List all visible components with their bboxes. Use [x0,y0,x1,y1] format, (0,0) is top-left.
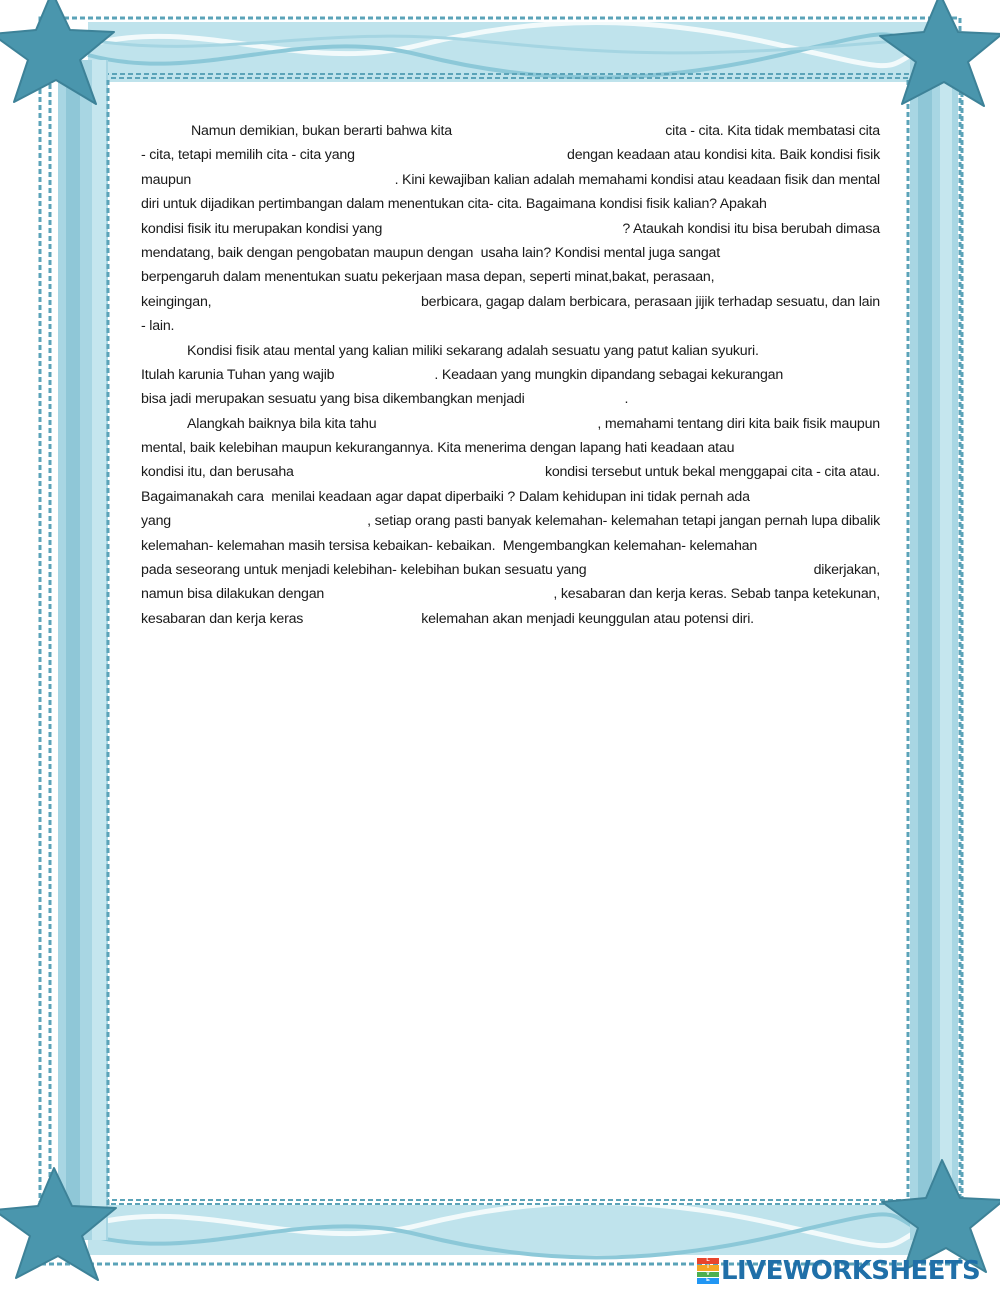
text-line: kondisi itu, dan berusaha kondisi tersebut untuk bekal menggapai cita - cita atau. [141,460,880,484]
text-line: mendatang, baik dengan pengobatan maupun dengan usaha lain? Kondisi mental juga sangat [141,244,720,261]
answer-blank[interactable] [357,460,482,478]
text-line: diri untuk dijadikan pertimbangan dalam menentukan cita- cita. Bagaimana kondisi fisik kalian? Apakah [141,196,767,213]
text-line: Kondisi fisik atau mental yang kalian miliki sekarang adalah sesuatu yang patut kalian syukuri. [187,342,759,359]
text-line: yang , setiap orang pasti banyak kelemahan- kelemahan tetapi jangan pernah lupa dibalik [141,509,880,533]
answer-blank[interactable] [437,412,537,430]
text-line: Bagaimanakah cara menilai keadaan agar dapat diperbaiki ? Dalam kehidupan ini tidak pernah ada [141,488,750,505]
logo-letter: L [697,1258,719,1264]
logo-icon [697,1258,719,1284]
answer-blank[interactable] [406,143,516,161]
answer-blank[interactable] [334,364,434,382]
text-line: kesabaran dan kerja keras kelemahan akan menjadi keunggulan atau potensi diri. [141,607,880,631]
text-line: kelemahan- kelemahan masih tersisa kebaikan- kebaikan. Mengembangkan kelemahan- kelemahan [141,537,758,554]
text-line: maupun . Kini kewajiban kalian adalah memahami kondisi atau keadaan fisik dan mental [141,168,880,192]
answer-blank[interactable] [445,217,560,235]
text-line: namun bisa dilakukan dengan , kesabaran dan kerja keras. Sebab tanpa ketekunan, [141,582,880,606]
answer-blank[interactable] [525,388,625,406]
answer-blank[interactable] [248,168,338,186]
liveworksheets-logo [697,1256,980,1286]
text-line: bisa jadi merupakan sesuatu yang bisa dikembangkan menjadi . [141,387,880,411]
text-line: Itulah karunia Tuhan yang wajib . Keadaan yang mungkin dipandang sebagai kekurangan [141,363,880,387]
text-line: kondisi fisik itu merupakan kondisi yang ? Ataukah kondisi itu bisa berubah dimasa [141,217,880,241]
text-line: berpengaruh dalam menentukan suatu pekerjaan masa depan, seperti minat,bakat, perasaan, [141,269,715,286]
logo-letter: I [697,1265,719,1271]
answer-blank[interactable] [381,582,496,600]
answer-blank[interactable] [224,509,314,527]
text-line: Namun demikian, bukan berarti bahwa kita cita - cita. Kita tidak membatasi cita [141,119,880,143]
text-line: mental, baik kelebihan maupun kekurangannya. Kita menerima dengan lapang hati keadaan atau [141,440,735,457]
answer-blank[interactable] [303,608,421,626]
answer-blank[interactable] [264,290,369,308]
text-line: - lain. [141,318,175,335]
text-line: pada seseorang untuk menjadi kelebihan- kelebihan bukan sesuatu yang dikerjakan, [141,558,880,582]
worksheet-text [141,119,880,631]
answer-blank[interactable] [504,119,614,137]
logo-text: LIVEWORKSHEETS [721,1256,981,1286]
text-line: - cita, tetapi memilih cita - cita yang dengan keadaan atau kondisi kita. Baik kondisi fisik [141,143,880,167]
logo-letter: E [697,1278,719,1284]
text-line: Alangkah baiknya bila kita tahu , memahami tentang diri kita baik fisik maupun [141,412,880,436]
text-line: keingingan, berbicara, gagap dalam berbicara, perasaan jijik terhadap sesuatu, dan lain [141,290,880,314]
logo-letter: V [697,1272,719,1278]
answer-blank[interactable] [645,558,755,576]
